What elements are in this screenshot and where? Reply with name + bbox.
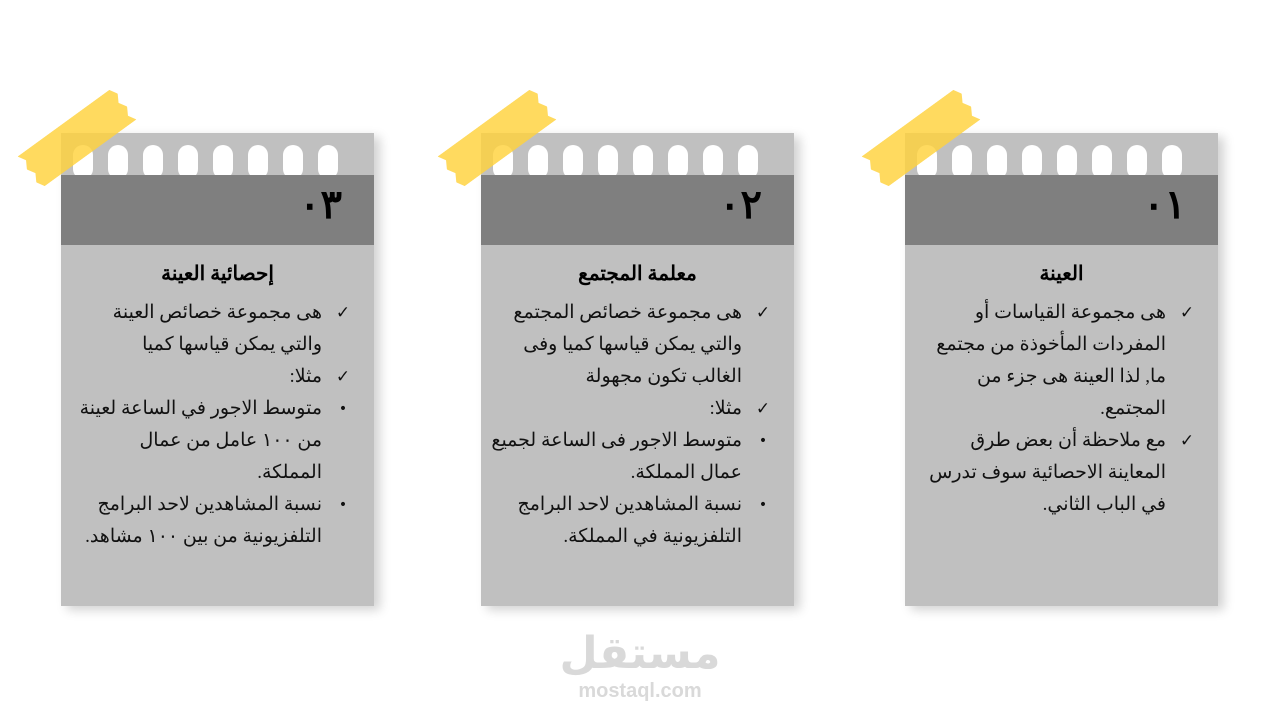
check-item bbox=[915, 425, 1202, 521]
card-02 bbox=[481, 133, 794, 606]
item-text: هى مجموعة خصائص العينة والتي يمكن قياسها كميا bbox=[112, 302, 322, 355]
card-body bbox=[915, 297, 1202, 521]
check-item bbox=[491, 297, 778, 393]
binding-hole bbox=[1092, 145, 1112, 179]
binding-hole bbox=[738, 145, 758, 179]
binding-hole bbox=[1057, 145, 1077, 179]
item-text: هى مجموعة خصائص المجتمع والتي يمكن قياسها كميا وفى الغالب تكون مجهولة bbox=[513, 302, 742, 387]
card-number: ٠٢ bbox=[719, 181, 762, 228]
item-text: نسبة المشاهدين لاحد البرامج التلفزيونية في المملكة. bbox=[517, 494, 742, 547]
binding-hole bbox=[528, 145, 548, 179]
card-title: إحصائية العينة bbox=[161, 263, 274, 285]
card-header bbox=[905, 175, 1218, 245]
check-item bbox=[491, 393, 778, 425]
check-item bbox=[915, 297, 1202, 425]
binding-hole bbox=[283, 145, 303, 179]
binding-hole bbox=[952, 145, 972, 179]
bullet-icon: • bbox=[338, 497, 348, 513]
binding-hole bbox=[108, 145, 128, 179]
binding-hole bbox=[1127, 145, 1147, 179]
item-text: هى مجموعة القياسات أو المفردات المأخوذة من مجتمع ما, لذا العينة هى جزء من المجتمع. bbox=[936, 302, 1166, 419]
watermark-url: mostaql.com bbox=[578, 680, 702, 702]
item-text: نسبة المشاهدين لاحد البرامج التلفزيونية من بين ١٠٠ مشاهد. bbox=[85, 494, 322, 547]
binding-hole bbox=[1162, 145, 1182, 179]
binding-hole bbox=[703, 145, 723, 179]
bullet-item bbox=[491, 489, 778, 553]
binding-hole bbox=[318, 145, 338, 179]
card-title: معلمة المجتمع bbox=[578, 263, 697, 285]
card-01 bbox=[905, 133, 1218, 606]
card-03 bbox=[61, 133, 374, 606]
item-text: مع ملاحظة أن بعض طرق المعاينة الاحصائية سوف تدرس في الباب الثاني. bbox=[929, 430, 1166, 515]
checkmark-icon: ✓ bbox=[335, 303, 351, 323]
card-body bbox=[491, 297, 778, 553]
binding-hole bbox=[987, 145, 1007, 179]
item-text: متوسط الاجور في الساعة لعينة من ١٠٠ عامل من عمال المملكة. bbox=[79, 398, 322, 483]
binding-hole bbox=[248, 145, 268, 179]
checkmark-icon: ✓ bbox=[1179, 303, 1195, 323]
card-number: ٠١ bbox=[1143, 181, 1186, 228]
binding-hole bbox=[633, 145, 653, 179]
bullet-icon: • bbox=[338, 401, 348, 417]
checkmark-icon: ✓ bbox=[755, 303, 771, 323]
bullet-item bbox=[71, 489, 358, 553]
card-header bbox=[61, 175, 374, 245]
card-header bbox=[481, 175, 794, 245]
check-item bbox=[71, 297, 358, 361]
binding-hole bbox=[598, 145, 618, 179]
bullet-item bbox=[491, 425, 778, 489]
checkmark-icon: ✓ bbox=[1179, 431, 1195, 451]
binding-hole bbox=[178, 145, 198, 179]
binding-hole bbox=[213, 145, 233, 179]
item-text: مثلا: bbox=[289, 366, 322, 387]
checkmark-icon: ✓ bbox=[335, 367, 351, 387]
binding-hole bbox=[668, 145, 688, 179]
item-text: مثلا: bbox=[709, 398, 742, 419]
watermark-logo: مستقل bbox=[559, 628, 721, 679]
bullet-icon: • bbox=[758, 497, 768, 513]
binding-hole bbox=[563, 145, 583, 179]
card-number: ٠٣ bbox=[299, 181, 342, 228]
bullet-icon: • bbox=[758, 433, 768, 449]
binding-hole bbox=[1022, 145, 1042, 179]
card-title: العينة bbox=[1039, 263, 1084, 285]
checkmark-icon: ✓ bbox=[755, 399, 771, 419]
bullet-item bbox=[71, 393, 358, 489]
card-body bbox=[71, 297, 358, 553]
binding-hole bbox=[143, 145, 163, 179]
item-text: متوسط الاجور فى الساعة لجميع عمال المملكة. bbox=[491, 430, 742, 483]
check-item bbox=[71, 361, 358, 393]
